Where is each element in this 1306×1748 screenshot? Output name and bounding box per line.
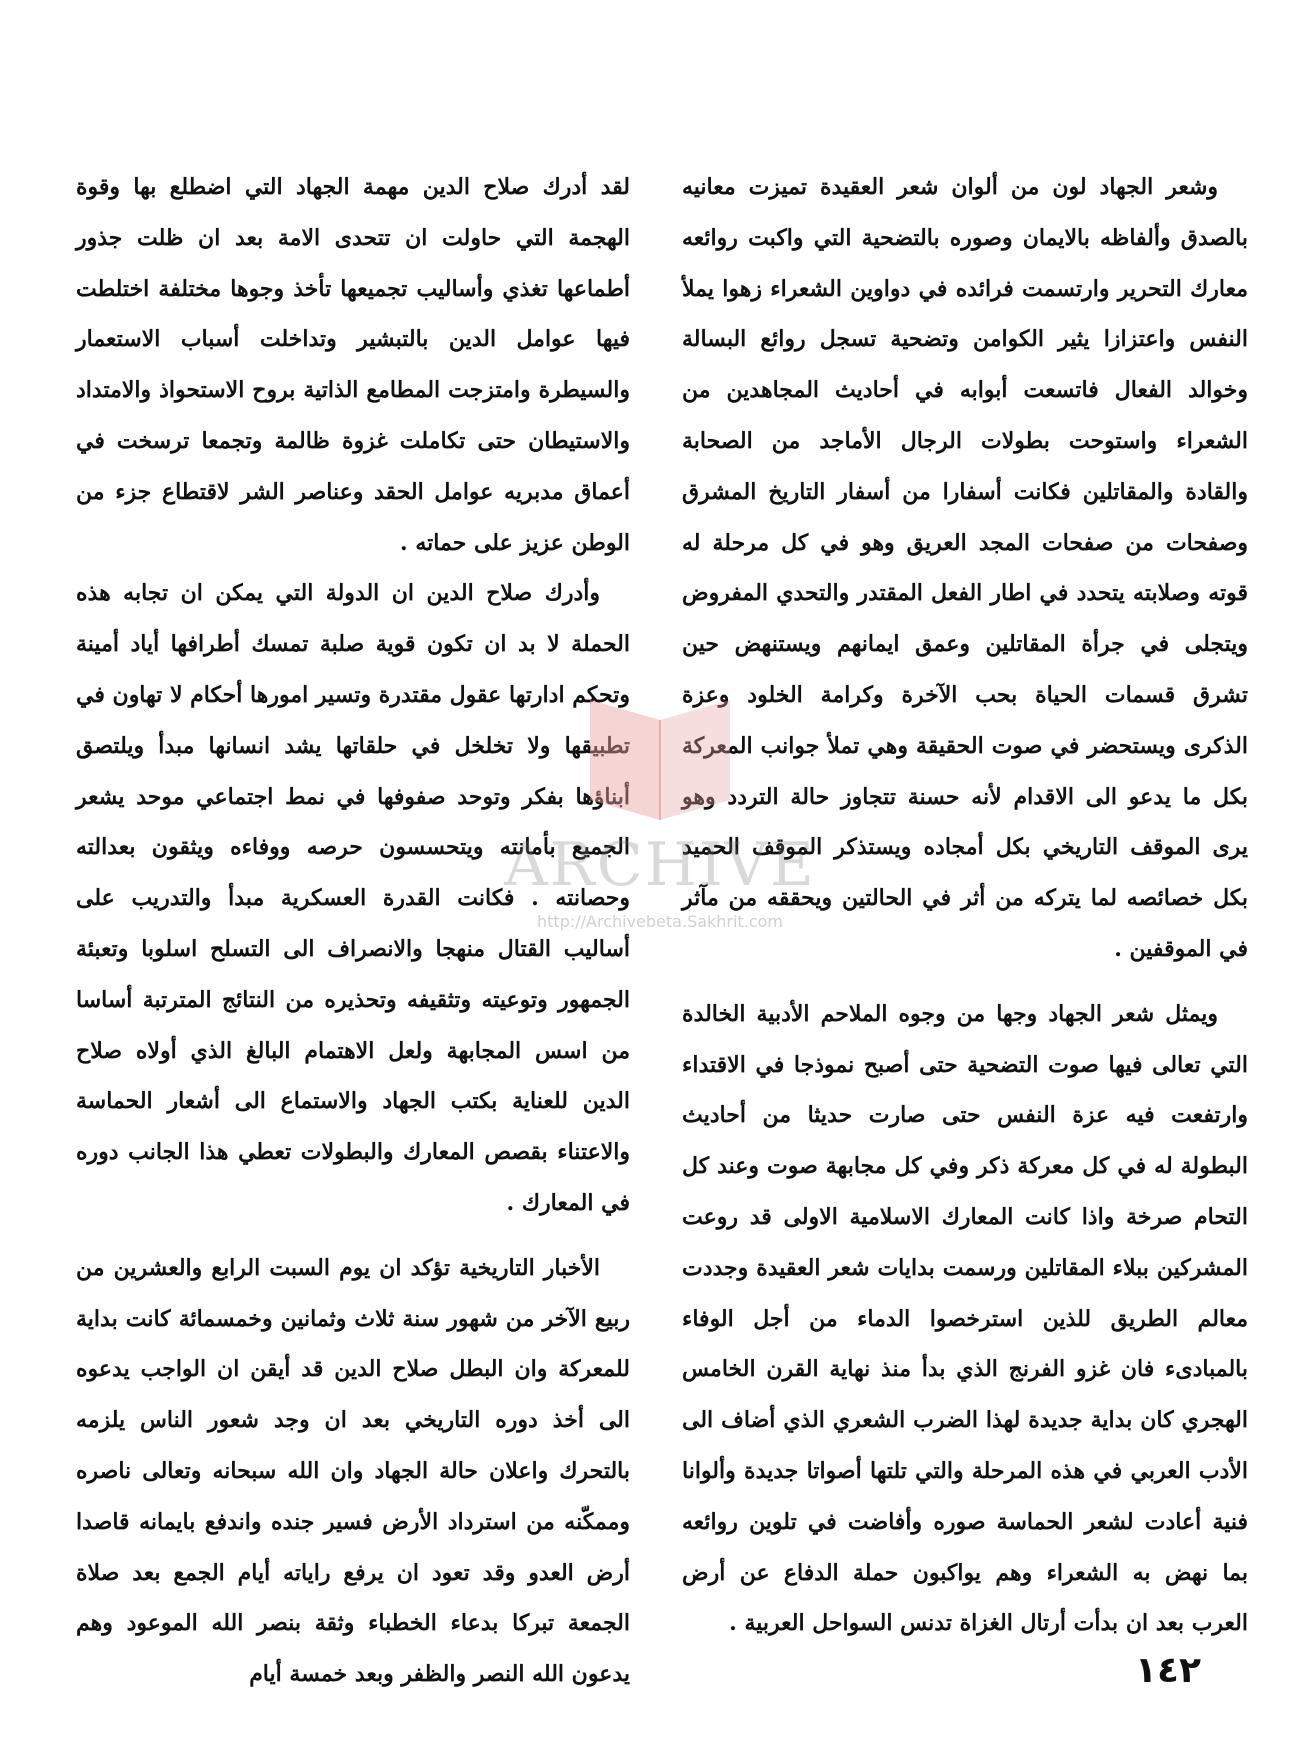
paragraph-saladin-mission: لقد أدرك صلاح الدين مهمة الجهاد التي اضطلع بها وقوة الهجمة التي حاولت ان تتحدى الامة بعد ان ظلت جذور أطماعها تغذي وأساليب تجميعها تأخذ وجوها مختلفة اختلطت فيها عوامل الدين بالتبشير وتداخلت أسباب الاستعمار والسيطرة وامتزجت المطامع الذاتية بروح الاستحواذ والامتداد والاستيطان حتى تكاملت غزوة ظالمة وتجمعا ترسخت في أعماق مدبريه عوامل الحقد وعناصر الشر لاقتطاع جزء من الوطن عزيز على حماته . (76, 174, 630, 556)
paragraph-jihad-poetry: وشعر الجهاد لون من ألوان شعر العقيدة تميزت معانيه بالصدق وألفاظه بالايمان وصوره بالتضحية التي واكبت روائعه معارك التحرير وارتسمت فرائده في دواوين الشعراء زهوا يملأ النفس واعتزازا يثير الكوامن وتضحية تسجل روائع البسالة وخوالد الفعال فاتسعت أبوابه في أحاديث المجاهدين من الشعراء واستوحت بطولات الرجال الأماجد من الصحابة والقادة والمقاتلين فكانت أسفارا من أسفار التاريخ المشرق وصفحات من صفحات المجد العريق وهو في كل مرحلة له قوته وصلابته يتحدد في اطار الفعل المقتدر والتحدي المفروض ويتجلى في جرأة المقاتلين وعمق ايمانهم ويستنهض حين تشرق قسمات الحياة بحب الآخرة وكرامة الخلود وعزة الذكرى ويستحضر في صوت الحقيقة وهي تملأ جوانب المعركة بكل ما يدعو الى الاقدام لأنه حسنة تتجاوز حالة التردد وهو يرى الموقف التاريخي بكل أمجاده ويستذكر الموقف الحميد بكل خصائصه لما يتركه من أثر في الحالتين ويحققه من مآثر في الموقفين . (682, 174, 1248, 962)
paragraph-saladin-state: وأدرك صلاح الدين ان الدولة التي يمكن ان تجابه هذه الحملة لا بد ان تكون قوية صلبة تمسك أطرافها أياد أمينة وتحكم ادارتها عقول مقتدرة وتسير امورها أحكام لا تهاون في تطبيقها ولا تخلخل في حلقاتها يشد انسانها مبدأ ويلتصق أبناؤها بفكر وتوحد صفوفها في نمط اجتماعي موحد يشعر الجميع بأمانته ويتحسسون حرصه ووفاءه ويثقون بعدالته وحصانته . فكانت القدرة العسكرية مبدأ والتدريب على أساليب القتال منهجا والانصراف الى التسلح اسلوبا وتعبئة الجمهور وتوعيته وتثقيفه وتحذيره من النتائج المترتبة أساسا من اسس المجابهة ولعل الاهتمام البالغ الذي أولاه صلاح الدين للعناية بكتب الجهاد والاستماع الى أشعار الحماسة والاعتناء بقصص المعارك والبطولات تعطي هذا الجانب دوره في المعارك . (76, 580, 630, 1216)
page-number: ١٤٢ (1135, 1650, 1201, 1691)
paragraph-historical-news: الأخبار التاريخية تؤكد ان يوم السبت الرابع والعشرين من ربيع الآخر من شهور سنة ثلاث وثمانين وخمسمائة كانت بداية للمعركة وان البطل صلاح الدين قد أيقن ان الواجب يدعوه الى أخذ دوره التاريخي بعد ان وجد شعور الناس يلزمه بالتحرك واعلان حالة الجهاد وان الله سبحانه وتعالى ناصره وممكّنه من استرداد الأرض فسير جنده واندفع بايمانه قاصدا أرض العدو وقد تعود ان يرفع راياته أيام الجمع بعد صلاة الجمعة تبركا بدعاء الخطباء وثقة بنصر الله الموعود وهم يدعون الله النصر والظفر وبعد خمسة أيام (76, 1254, 630, 1688)
right-text-column (682, 162, 1248, 1637)
watermark-title: ARCHIVE (504, 830, 816, 900)
paragraph-epic-poetry: ويمثل شعر الجهاد وجها من وجوه الملاحم الأدبية الخالدة التي تعالى فيها صوت التضحية حتى أصبح نموذجا في الاقتداء وارتفعت فيه عزة النفس حتى صارت حديثا من أحاديث البطولة له في كل معركة ذكر وفي كل مجابهة صوت وعند كل التحام صرخة واذا كانت المعارك الاسلامية الاولى قد روعت المشركين ببلاء المقاتلين ورسمت بدايات شعر العقيدة وجددت معالم الطريق للذين استرخصوا الدماء من أجل الوفاء بالمبادىء فان غزو الفرنج الذي بدأ منذ نهاية القرن الخامس الهجري كان بداية جديدة لهذا الضرب الشعري الذي أضاف الى الأدب العربي في هذه المرحلة والتي تلتها أصواتا جديدة وألوانا فنية أعادت لشعر الحماسة صوره وأفاضت في تلوين روائعه بما نهض به الشعراء وهم يواكبون حملة الدفاع عن أرض العرب بعد ان بدأت أرتال الغزاة تدنس السواحل العربية . (682, 1000, 1248, 1637)
left-text-column (76, 162, 630, 1688)
watermark-url: http://Archivebeta.Sakhrit.com (537, 912, 783, 931)
